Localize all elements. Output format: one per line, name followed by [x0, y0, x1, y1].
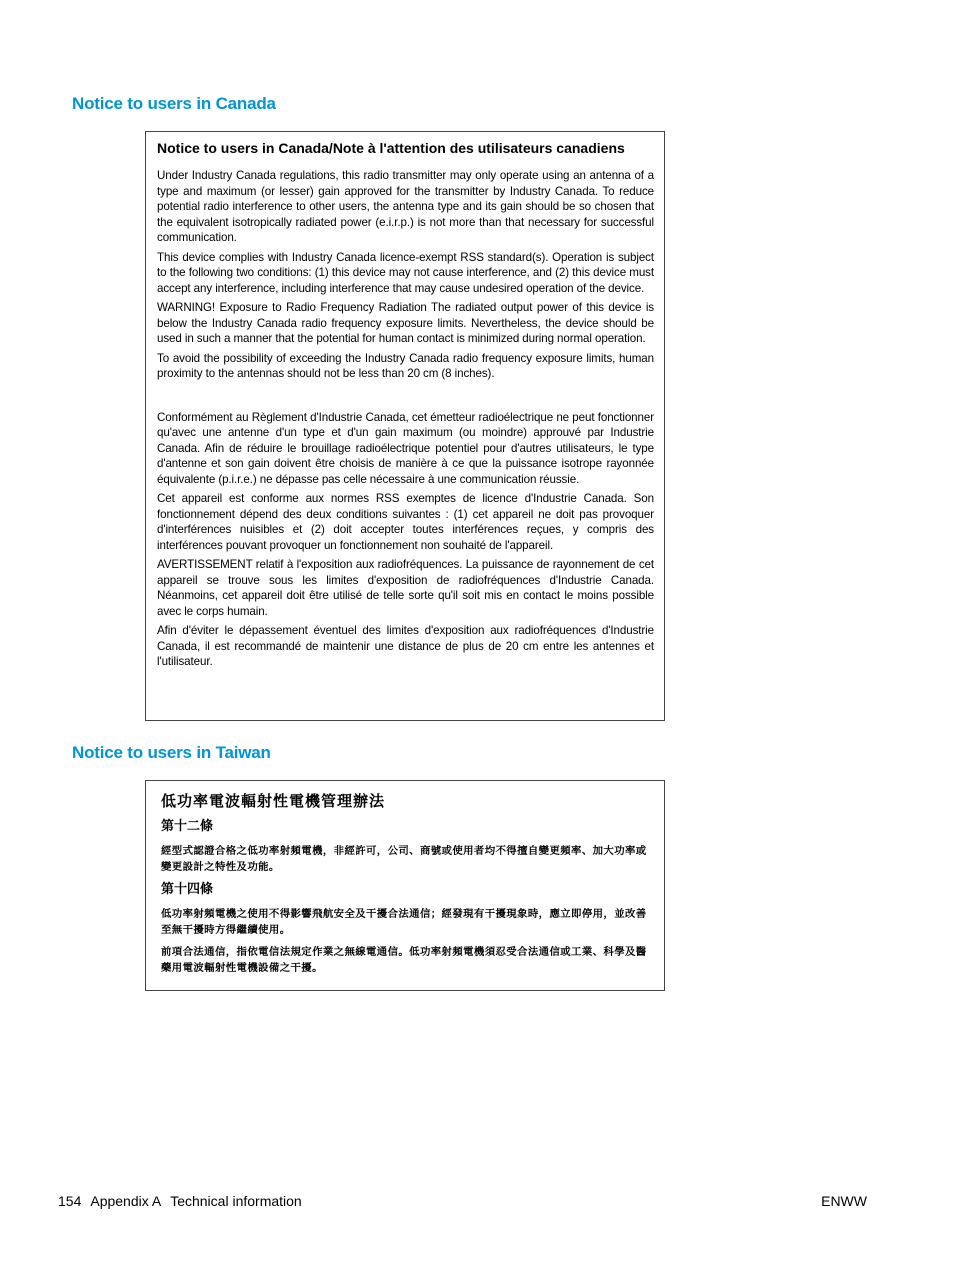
canada-english-paragraph: This device complies with Industry Canada licence-exempt RSS standard(s). Operation is subject to the following two conditions: (1) this device may not cause interference, and (2) this device must accept any interference, including interference that may cause undesired operation of the device.: [157, 250, 654, 295]
article-12-text: 經型式認證合格之低功率射頻電機，非經許可，公司、商號或使用者均不得擅自變更頻率、加大功率或變更設計之特性及功能。: [161, 845, 647, 873]
canada-section-heading: Notice to users in Canada: [72, 94, 276, 113]
canada-box-title: Notice to users in Canada/Note à l'attention des utilisateurs canadiens: [157, 140, 625, 156]
page-footer-left: [58, 1193, 311, 1209]
article-14-heading: 第十四條: [161, 882, 214, 897]
canada-french-paragraph: Conformément au Règlement d'Industrie Canada, cet émetteur radioélectrique ne peut fonctionner qu'avec une antenne d'un type et d'un gain maximum (ou moindre) approuvé par Industrie Canada. Afin de réduire le brouillage radioélectrique potentiel pour d'autres utilisateurs, le type d'antenne et son gain doivent être choisis de manière à ce que la puissance isotrope rayonnée équivalente (p.i.r.e.) ne dépasse pas celle nécessaire à une communication réussie.: [157, 410, 654, 486]
article-14-text: 低功率射頻電機之使用不得影響飛航安全及干擾合法通信；經發現有干擾現象時，應立即停用，並改善至無干擾時方得繼續使用。: [161, 908, 647, 936]
canada-english-paragraph: WARNING! Exposure to Radio Frequency Radiation The radiated output power of this device is below the Industry Canada radio frequency exposure limits. Nevertheless, the device should be used in such a manner that the potential for human contact is minimized during normal operation.: [157, 301, 654, 345]
paragraph-spacer: [157, 386, 654, 410]
footer-section: Technical information: [170, 1193, 302, 1209]
canada-notice-box: [145, 131, 665, 721]
taiwan-notice-box: [145, 780, 665, 991]
taiwan-section-heading: Notice to users in Taiwan: [72, 743, 271, 762]
canada-french-paragraph: Cet appareil est conforme aux normes RSS exemptes de licence d'Industrie Canada. Son fonctionnement dépend des deux conditions suivantes : (1) cet appareil ne doit pas provoquer d'interférences nuisibles et (2) doit accepter toutes interférences reçues, y compris des interférences pouvant provoquer un fonctionnement non souhaité de l'appareil.: [157, 492, 654, 552]
canada-english-paragraph: To avoid the possibility of exceeding the Industry Canada radio frequency exposure limits, human proximity to the antennas should not be less than 20 cm (8 inches).: [157, 351, 654, 380]
article-12-heading: 第十二條: [161, 819, 214, 834]
page-number: 154: [58, 1193, 82, 1209]
article-14-text: 前項合法通信，指依電信法規定作業之無線電通信。低功率射頻電機須忍受合法通信或工業、科學及醫藥用電波輻射性電機設備之干擾。: [161, 946, 647, 974]
footer-appendix: Appendix A: [90, 1193, 162, 1209]
footer-locale: ENWW: [821, 1193, 867, 1209]
canada-french-paragraph: AVERTISSEMENT relatif à l'exposition aux radiofréquences. La puissance de rayonnement de cet appareil se trouve sous les limites d'exposition de radiofréquences d'Industrie Canada. Néanmoins, cet appareil doit être utilisé de telle sorte qu'il soit mis en contact le moins possible avec le corps humain.: [157, 558, 654, 618]
canada-english-paragraph: Under Industry Canada regulations, this radio transmitter may only operate using an antenna of a type and maximum (or lesser) gain approved for the transmitter by Industry Canada. To reduce potential radio interference to other users, the antenna type and its gain should be so chosen that the equivalent isotropically radiated power (e.i.r.p.) is not more than that necessary for successful communication.: [157, 169, 654, 244]
taiwan-box-title: 低功率電波輻射性電機管理辦法: [161, 792, 386, 810]
canada-french-paragraph: Afin d'éviter le dépassement éventuel des limites d'exposition aux radiofréquences d'Industrie Canada, il est recommandé de maintenir une distance de plus de 20 cm entre les antennes et l'utilisateur.: [157, 624, 654, 668]
